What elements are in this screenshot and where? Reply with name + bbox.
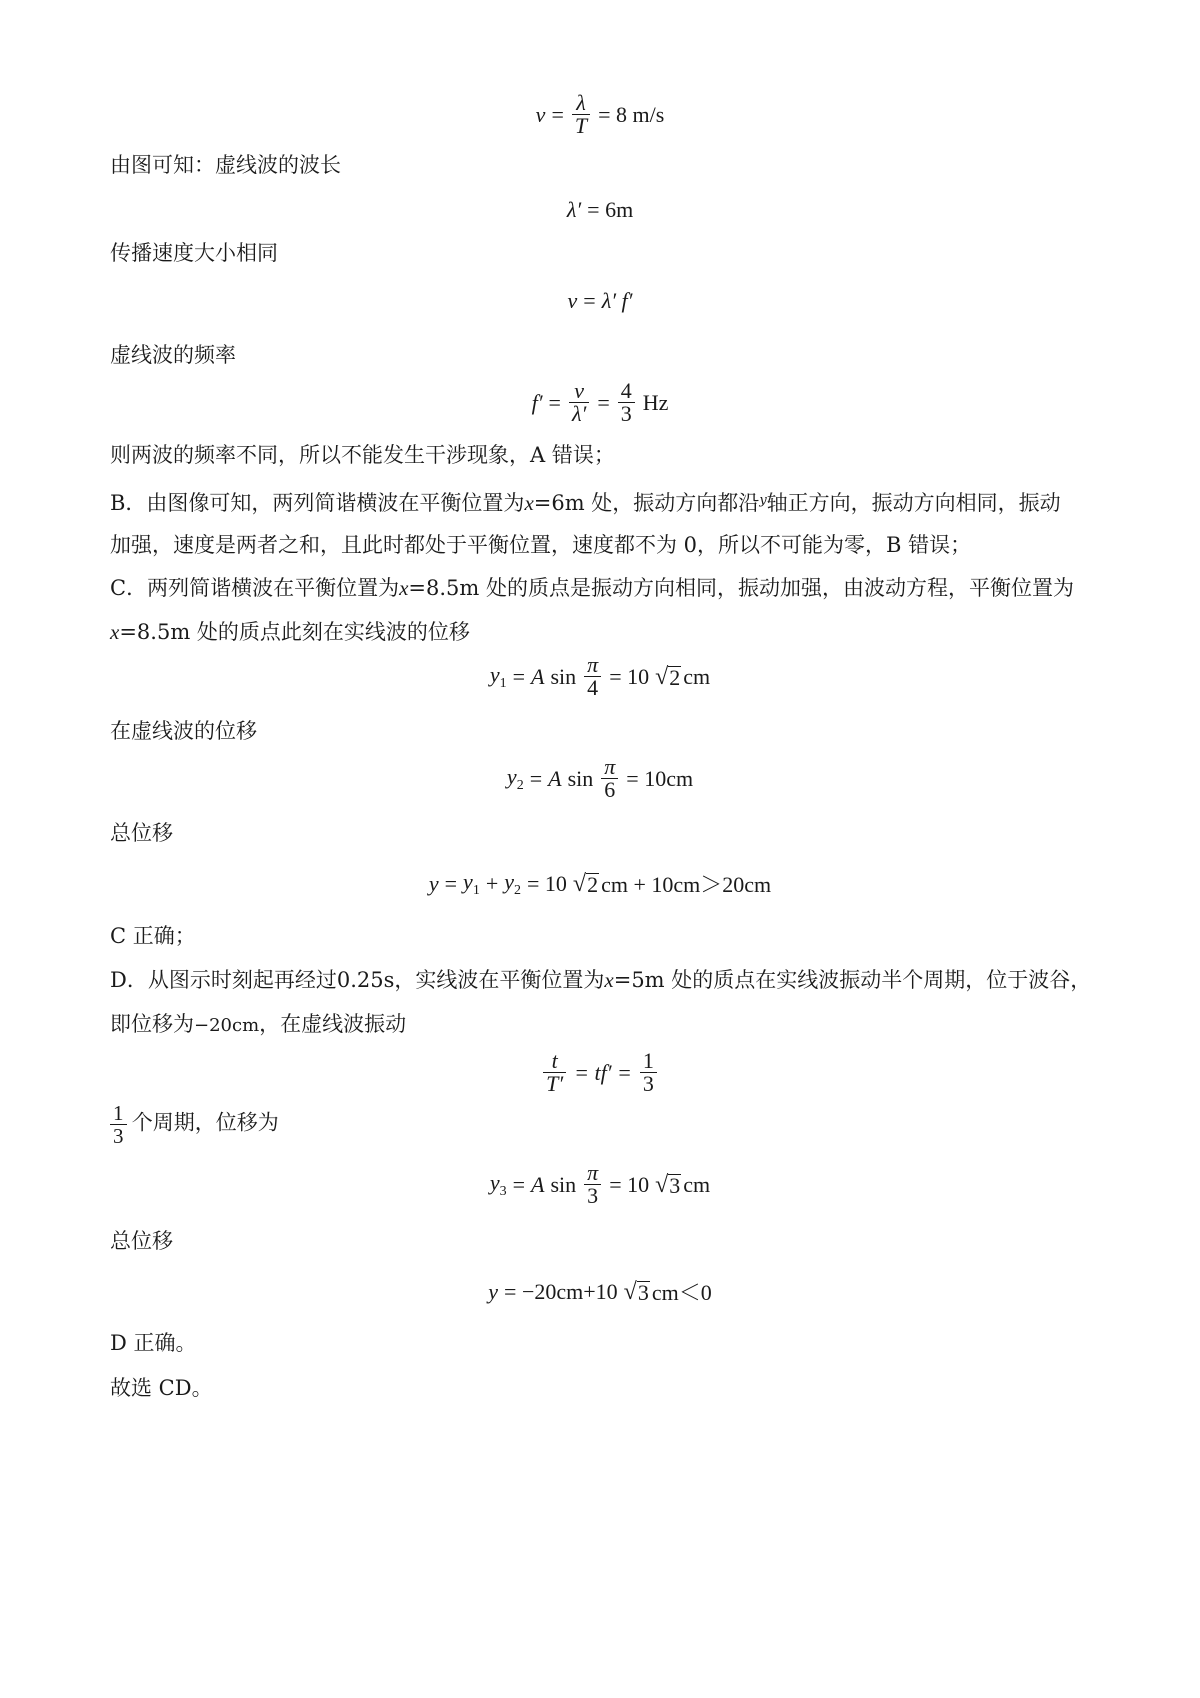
radicand: 3 — [669, 1172, 681, 1198]
displacement-value: −20cm — [194, 1015, 260, 1036]
fraction-v-over-lambda — [569, 380, 589, 425]
numerator: 1 — [642, 1048, 654, 1073]
text: 个周期，位移为 — [131, 1110, 279, 1135]
sqrt-2: √ 2 — [572, 870, 599, 897]
equation-y1: $y_1$ = A sin $\frac{\pi}{4}$ = 10 √ 2 cm — [489, 652, 711, 700]
text: ，在虚线波振动 — [259, 1012, 407, 1036]
time-value: 0.25s — [336, 968, 395, 992]
fraction-pi-over-4 — [584, 654, 601, 699]
text: 轴正方向，振动方向相同，振动 — [766, 491, 1061, 515]
equation-y-final — [0, 1276, 1200, 1307]
text: =6m 处，振动方向都沿 — [533, 491, 760, 515]
numerator: λ — [576, 90, 586, 115]
coefficient: = 10 — [527, 870, 567, 896]
paragraph-option-b-line1 — [110, 488, 1100, 516]
text: ，实线波在平衡位置为 — [394, 968, 605, 992]
numerator: t — [551, 1048, 558, 1073]
eq-v-lf-rhs: λ′ f′ — [601, 288, 633, 313]
radicand: 3 — [637, 1279, 649, 1305]
numerator: π — [587, 1160, 599, 1185]
eq-v-lhs: v — [535, 101, 546, 127]
equation-v-lambda-f — [0, 288, 1200, 314]
paragraph-option-c-line1 — [110, 575, 1100, 601]
text: B．由图像可知，两列简谐横波在平衡位置为 — [110, 491, 525, 515]
sin-function: sin — [550, 1171, 577, 1197]
text: =8.5m 处的质点是振动方向相同，振动加强，由波动方程，平衡位置为 — [408, 576, 1074, 600]
text: =8.5m 处的质点此刻在实线波的位移 — [119, 620, 470, 644]
eq-lambda-prime-rhs: = 6m — [587, 197, 634, 222]
eq-y3-lhs: y — [489, 1169, 500, 1195]
radicand: 2 — [669, 664, 681, 690]
var-x: x — [399, 576, 409, 600]
var-x: x — [604, 968, 614, 992]
fraction-one-third — [640, 1050, 657, 1095]
paragraph-answer: 故选 CD。 — [110, 1376, 213, 1400]
paragraph-one-third-period — [110, 1102, 279, 1147]
expression: = −20cm+10 — [504, 1278, 618, 1304]
eq-y2-rhs: = 10cm — [626, 765, 694, 791]
denominator: 3 — [642, 1071, 654, 1096]
denominator: T′ — [546, 1071, 564, 1096]
fraction-t-over-T-prime — [543, 1050, 566, 1095]
denominator: λ′ — [571, 401, 587, 426]
eq-v-lf-lhs: v — [567, 288, 578, 313]
eq-v-lf-mid: = — [583, 288, 596, 313]
unit: cm — [683, 1171, 711, 1197]
paragraph-dashed-frequency: 虚线波的频率 — [110, 343, 236, 367]
eq-f-prime-unit: Hz — [642, 389, 669, 415]
fraction-pi-over-6 — [601, 756, 618, 801]
subscript: 2 — [514, 882, 521, 898]
tail: cm + 10cm＞20cm — [601, 872, 772, 897]
equation-speed: v = $\frac{\lambda}{T}$ = 8 m/s — [535, 90, 665, 138]
numerator: π — [604, 754, 616, 779]
equation-y3: $y_3$ = A sin $\frac{\pi}{3}$ = 10 √ 3 cm — [489, 1160, 711, 1208]
equation-f-prime: f′ = $\frac{v}{\lambda'}$ = $\frac{4}{3}$ Hz — [531, 378, 669, 426]
var-x: x — [110, 620, 120, 644]
text: 即位移为 — [110, 1012, 194, 1036]
eq-lambda-prime-lhs: λ′ — [566, 197, 582, 222]
eq-v-rhs: = 8 m/s — [598, 101, 665, 127]
text: D．从图示时刻起再经过 — [110, 968, 337, 992]
paragraph-dashed-displacement: 在虚线波的位移 — [110, 719, 257, 743]
eq-y-final-lhs: y — [488, 1278, 499, 1304]
paragraph-option-d-line2 — [110, 1011, 1100, 1039]
paragraph-option-b-line2: 加强，速度是两者之和，且此时都处于平衡位置，速度都不为 0，所以不可能为零，B 错误； — [110, 533, 972, 557]
term-y1: y — [463, 868, 473, 894]
amplitude: A — [531, 1171, 545, 1197]
subscript: 2 — [516, 777, 524, 793]
term-y2: y — [504, 868, 514, 894]
denominator: 4 — [587, 675, 599, 700]
fraction-four-thirds — [618, 380, 635, 425]
paragraph-c-correct: C 正确； — [110, 924, 196, 948]
equation-lambda-prime — [0, 197, 1200, 223]
paragraph-total-displacement-1: 总位移 — [110, 821, 173, 845]
eq-y2-lhs: y — [506, 763, 517, 789]
numerator: 4 — [620, 378, 632, 403]
denominator: 6 — [604, 777, 616, 802]
paragraph-option-c-line2 — [110, 619, 1100, 645]
text: =5m 处的质点在实线波振动半个周期，位于波谷， — [613, 968, 1092, 992]
numerator: π — [587, 652, 599, 677]
paragraph-same-speed: 传播速度大小相同 — [110, 241, 278, 265]
sin-function: sin — [550, 663, 577, 689]
eq-y1-lhs: y — [489, 661, 500, 687]
amplitude: A — [548, 765, 562, 791]
paragraph-d-correct: D 正确。 — [110, 1331, 197, 1355]
numerator: 1 — [113, 1101, 124, 1125]
paragraph-option-a: 则两波的频率不同，所以不能发生干涉现象，A 错误； — [110, 443, 615, 467]
tail: cm＜0 — [651, 1280, 712, 1305]
denominator: T — [574, 113, 588, 138]
var-y: y — [759, 493, 767, 508]
paragraph-dashed-wavelength: 由图可知：虚线波的波长 — [110, 153, 341, 177]
subscript: 1 — [472, 882, 480, 898]
amplitude: A — [531, 663, 545, 689]
subscript: 3 — [499, 1183, 507, 1199]
sqrt-2: √ 2 — [655, 663, 681, 690]
sqrt-3: √ 3 — [623, 1278, 649, 1305]
equation-t-over-T — [0, 1048, 1200, 1095]
coefficient: = 10 — [609, 1171, 650, 1197]
denominator: 3 — [113, 1124, 124, 1148]
eq-f-prime-lhs: f′ — [531, 389, 543, 415]
unit: cm — [683, 663, 711, 689]
equation-y-total: y = $y_1$ + $y_2$ = 10 √ 2 cm + 10cm＞20cm — [428, 868, 772, 898]
coefficient: = 10 — [609, 663, 650, 689]
var-x: x — [524, 491, 534, 515]
text: C．两列简谐横波在平衡位置为 — [110, 576, 400, 600]
sin-function: sin — [567, 765, 594, 791]
eq-y-total-lhs: y — [428, 870, 439, 896]
fraction-lambda-over-T — [572, 92, 590, 137]
fraction-one-third-inline — [110, 1102, 127, 1147]
radicand: 2 — [587, 871, 599, 897]
paragraph-option-d-line1 — [110, 967, 1100, 993]
denominator: 3 — [620, 401, 632, 426]
equation-y2: $y_2$ = A sin $\frac{\pi}{6}$ = 10cm — [506, 754, 694, 802]
sqrt-3: √ 3 — [655, 1171, 681, 1198]
denominator: 3 — [587, 1183, 599, 1208]
fraction-pi-over-3 — [584, 1162, 601, 1207]
numerator: v — [574, 378, 585, 403]
subscript: 1 — [499, 675, 507, 691]
paragraph-total-displacement-2: 总位移 — [110, 1229, 173, 1253]
eq-t-mid: = tf′ = — [574, 1059, 632, 1085]
